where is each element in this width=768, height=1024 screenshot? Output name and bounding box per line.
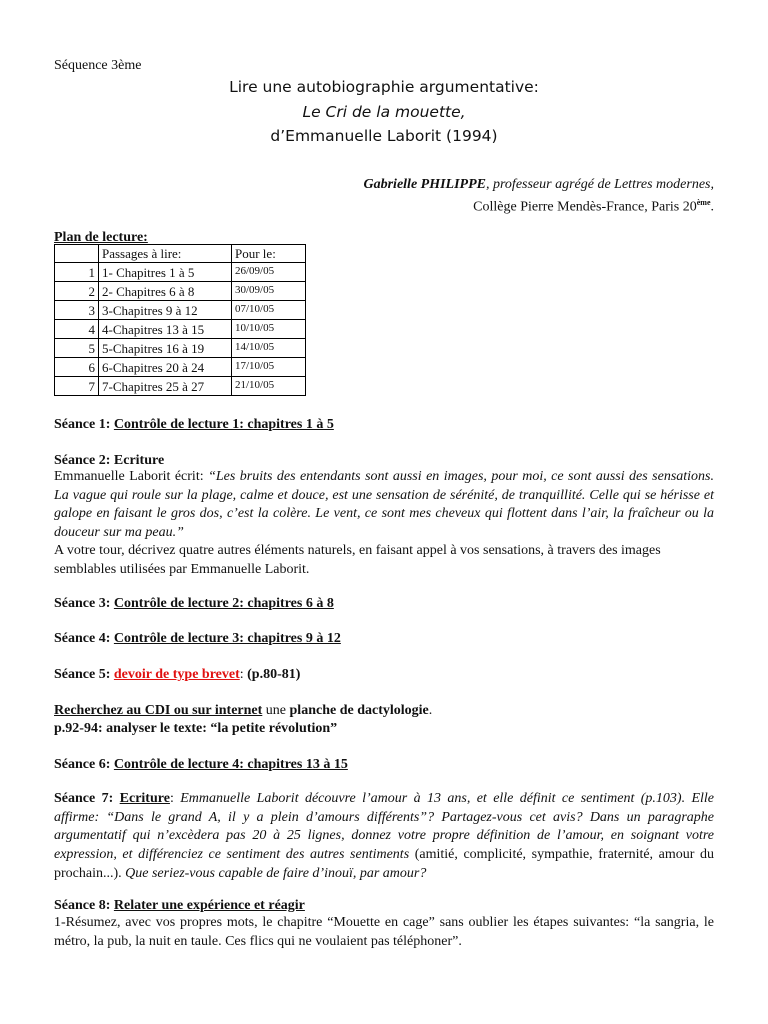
seance-7-question: Que seriez-vous capable de faire d’inouï, par amour?	[125, 865, 427, 881]
plan-row	[55, 263, 306, 282]
plan-row-date: 10/10/05	[232, 320, 306, 339]
plan-row-passage: 5-Chapitres 16 à 19	[99, 339, 232, 358]
seance-2-title: Ecriture	[113, 453, 165, 468]
plan-row-passage: 6-Chapitres 20 à 24	[99, 358, 232, 377]
book-title: Le Cri de la mouette,	[302, 103, 466, 121]
plan-row-date: 17/10/05	[232, 358, 306, 377]
plan-row	[55, 320, 306, 339]
plan-table-body	[55, 245, 306, 396]
seance-3-title: Contrôle de lecture 2: chapitres 6 à 8	[113, 596, 334, 611]
plan-row-date: 14/10/05	[232, 339, 306, 358]
seance-1-label: Séance 1:	[54, 417, 111, 432]
plan-row-passage: 1- Chapitres 1 à 5	[99, 263, 232, 282]
plan-row	[55, 358, 306, 377]
reading-plan-table	[54, 244, 306, 396]
plan-row-num: 7	[55, 377, 99, 396]
seance-8-text: 1-Résumez, avec vos propres mots, le chapitre “Mouette en cage” sans oublier les étapes suivantes: “la sangria, le métro, la pub, la nuit en taule. Ces flics qui ne voulaient pas téléphoner”.	[54, 915, 714, 949]
plan-heading: Plan de lecture:	[54, 230, 148, 245]
seance-6	[54, 755, 348, 774]
school-name: Collège Pierre Mendès-France, Paris 20	[473, 199, 697, 215]
sequence-label: Séquence 3ème	[54, 58, 142, 73]
seance-1-title: Contrôle de lecture 1: chapitres 1 à 5	[113, 417, 334, 432]
seance-5-colon: :	[239, 667, 248, 682]
seance-7-title: Ecriture	[119, 791, 170, 806]
seance-2-intro: Emmanuelle Laborit écrit:	[54, 469, 209, 484]
plan-row	[55, 301, 306, 320]
school-line	[473, 193, 714, 217]
title-line-1: Lire une autobiographie argumentative:	[229, 78, 539, 96]
seance-8-heading	[54, 896, 305, 915]
seance-2-quote-paragraph	[54, 468, 714, 543]
plan-header-date: Pour le:	[232, 245, 306, 263]
research-dactylologie: planche de dactylologie	[289, 703, 429, 718]
plan-row-num: 4	[55, 320, 99, 339]
seance-1	[54, 415, 334, 434]
seance-4-label: Séance 4:	[54, 631, 111, 646]
seance-3	[54, 594, 334, 613]
seance-7-label: Séance 7:	[54, 791, 114, 806]
research-cdi-link[interactable]: Recherchez au CDI ou sur internet	[54, 703, 263, 718]
research-mid: une	[262, 703, 290, 718]
seance-3-label: Séance 3:	[54, 596, 111, 611]
seance-5	[54, 665, 300, 684]
plan-row	[55, 377, 306, 396]
school-sup: ème	[696, 198, 711, 207]
author-role: , professeur agrégé de Lettres modernes,	[486, 177, 714, 192]
seance-4	[54, 629, 341, 648]
research-line	[54, 701, 432, 720]
seance-5-pages: (p.80-81)	[247, 667, 301, 682]
plan-row-num: 5	[55, 339, 99, 358]
plan-row-num: 3	[55, 301, 99, 320]
seance-7-prompt: Emmanuelle Laborit découvre l’amour à 13 ans, et elle définit ce sentiment (p.103). Elle affirme: “Dans le grand A, il y a plein d’amours différents”? Partagez-vous cet avis? Dans un paragraphe argumentatif qui n’excèdera pas 20 à 25 lignes, donnez votre propre définition de l’amour, en soignant votre expression, et différenciez ce sentiment des autres sentiments	[54, 791, 715, 863]
plan-row	[55, 339, 306, 358]
plan-row-date: 07/10/05	[232, 301, 306, 320]
plan-row-date: 30/09/05	[232, 282, 306, 301]
seance-8-title: Relater une expérience et réagir	[113, 898, 305, 913]
seance-2-quote: “Les bruits des entendants sont aussi en images, pour moi, ce sont aussi des sensations. La vague qui roule sur la plage, calme et douce, est une sensation de sérénité, de tranquillité. Celle qui se hérisse et galope en faisant le gros dos, c’est la colère. Le vent, ce sont mes cheveux qui flottent dans l’air, la fraîcheur ou la douceur sur ma peau.”	[54, 469, 715, 541]
author-line	[364, 175, 715, 194]
plan-row-passage: 2- Chapitres 6 à 8	[99, 282, 232, 301]
seance-8-label: Séance 8:	[54, 898, 111, 913]
plan-row-num: 1	[55, 263, 99, 282]
plan-row-passage: 3-Chapitres 9 à 12	[99, 301, 232, 320]
plan-row	[55, 282, 306, 301]
seance-2-instruction: A votre tour, décrivez quatre autres éléments naturels, en faisant appel à vos sensations, à travers des images semblables utilisées par Emmanuelle Laborit.	[54, 543, 661, 577]
seance-5-label: Séance 5:	[54, 667, 111, 682]
plan-row-date: 21/10/05	[232, 377, 306, 396]
seance-2-label: Séance 2:	[54, 453, 111, 468]
plan-row-num: 2	[55, 282, 99, 301]
school-suffix: .	[710, 199, 714, 215]
plan-header-passages: Passages à lire:	[99, 245, 232, 263]
title-line-3: d’Emmanuelle Laborit (1994)	[270, 127, 498, 145]
brevet-link[interactable]: devoir de type brevet	[113, 667, 240, 682]
seance-7-colon: :	[169, 791, 181, 806]
plan-row-passage: 7-Chapitres 25 à 27	[99, 377, 232, 396]
seance-6-label: Séance 6:	[54, 757, 111, 772]
seance-4-title: Contrôle de lecture 3: chapitres 9 à 12	[113, 631, 341, 646]
seance-6-title: Contrôle de lecture 4: chapitres 13 à 15	[113, 757, 348, 772]
author-name: Gabrielle PHILIPPE	[363, 177, 486, 192]
plan-header-num	[55, 245, 99, 263]
plan-row-date: 26/09/05	[232, 263, 306, 282]
research-line-2: p.92-94: analyser le texte: “la petite révolution”	[54, 721, 338, 736]
plan-row-passage: 4-Chapitres 13 à 15	[99, 320, 232, 339]
seance-7-paragraph	[54, 790, 714, 884]
plan-row-num: 6	[55, 358, 99, 377]
research-end: .	[428, 703, 433, 718]
seance-7-examples: (amitié, complicité, sympathie, fraternité, amour du prochain...).	[54, 847, 714, 881]
plan-header-row	[55, 245, 306, 263]
